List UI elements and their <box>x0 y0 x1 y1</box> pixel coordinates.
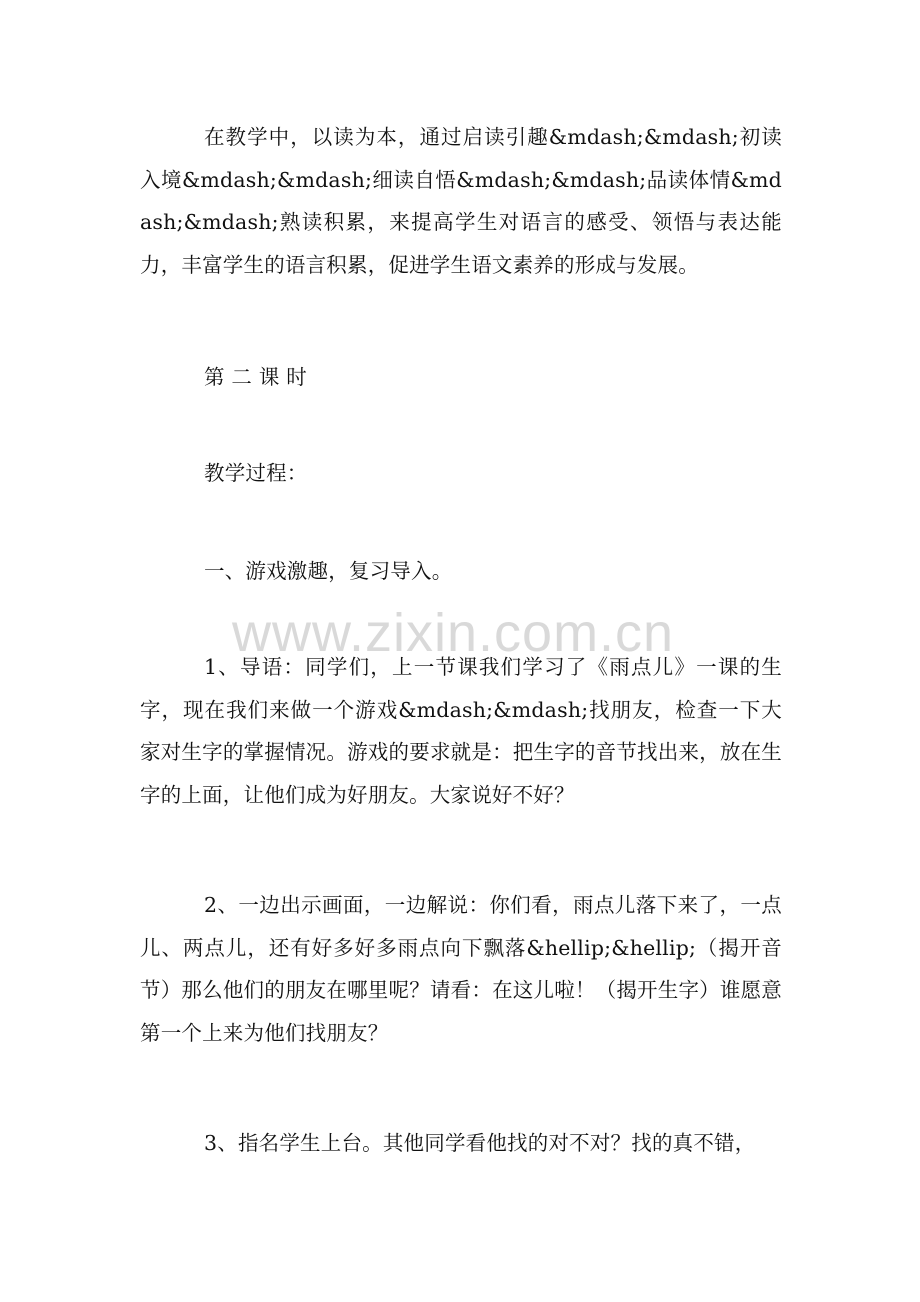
lesson-heading: 第 二 课 时 <box>204 365 307 389</box>
paragraph-reading-method: 在教学中，以读为本，通过启读引趣&mdash;&mdash;初读入境&mdash;&mdash;细读自悟&mdash;&mdash;品读体情&mdash;&mdash;熟读积累，来提高学生对语言的感受、领悟与表达能力，丰富学生的语言积累，促进学生语文素养的形成与发展。 <box>140 125 782 277</box>
paragraph-item-1: 1、导语：同学们，上一节课我们学习了《雨点儿》一课的生字，现在我们来做一个游戏&mdash;&mdash;找朋友，检查一下大家对生字的掌握情况。游戏的要求就是：把生字的音节找出来，放在生字的上面，让他们成为好朋友。大家说好不好？ <box>140 655 782 807</box>
paragraph-item-3: 3、指名学生上台。其他同学看他找的对不对？找的真不错， <box>204 1131 756 1155</box>
watermark: www.zixin.com.cn <box>232 603 675 663</box>
section-heading-process: 教学过程： <box>204 461 308 485</box>
step-heading-1: 一、游戏激趣，复习导入。 <box>204 559 453 583</box>
paragraph-item-2: 2、一边出示画面，一边解说：你们看，雨点儿落下来了，一点儿、两点儿，还有好多好多雨点向下飘落&hellip;&hellip;（揭开音节）那么他们的朋友在哪里呢？请看：在这儿啦！（揭开生字）谁愿意第一个上来为他们找朋友？ <box>140 893 782 1045</box>
